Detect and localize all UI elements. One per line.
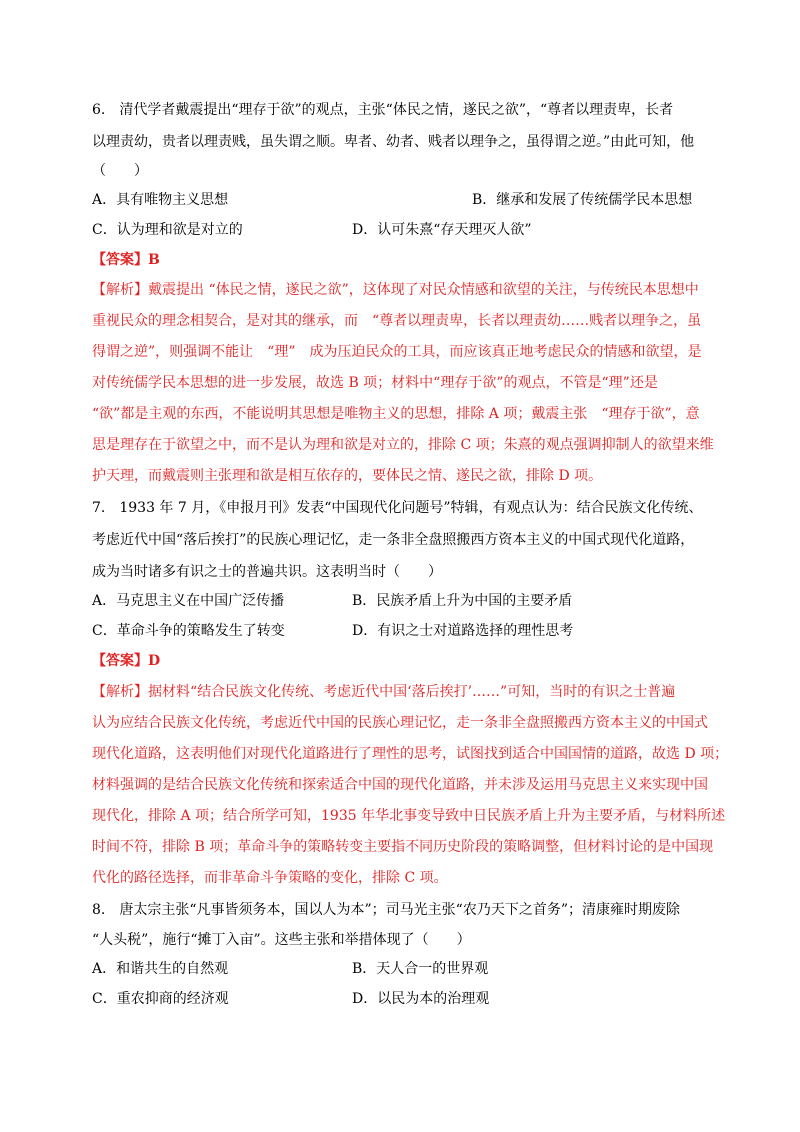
q8-option-c: C．重农抑商的经济观 [92, 991, 229, 1007]
q6-analysis-line-1: 【解析】戴震提出 “体民之情，遂民之欲”，这体现了对民众情感和欲望的关注，与传统民本思想中 [92, 282, 699, 298]
q8-stem-line-1: 8. 唐太宗主张“凡事皆须务本，国以人为本”；司马光主张“农乃天下之首务”；清康雍时期废除 [92, 902, 680, 918]
q6-analysis-line-4: 对传统儒学民本思想的进一步发展，故选 B 项；材料中“理存于欲”的观点，不管是“理”还是 [92, 375, 658, 391]
q7-analysis-line-6: 时间不符，排除 B 项；革命斗争的策略转变主要指不同历史阶段的策略调整，但材料讨论的是中国现 [92, 839, 714, 855]
q6-option-b: B．继承和发展了传统儒学民本思想 [472, 192, 693, 208]
q6-stem-line-1: 6. 清代学者戴震提出“理存于欲”的观点，主张“体民之情，遂民之欲”，“尊者以理责卑，长者 [92, 102, 674, 118]
q6-stem-line-2: 以理责幼，贵者以理责贱，虽失谓之顺。卑者、幼者、贱者以理争之，虽得谓之逆。”由此可知，他 [92, 134, 695, 150]
q7-option-a: A．马克思主义在中国广泛传播 [92, 593, 285, 609]
q6-analysis-line-2: 重视民众的理念相契合，是对其的继承，而 “尊者以理责卑，长者以理责幼……贱者以理争之，虽 [92, 313, 702, 329]
q7-analysis-line-7: 代化的路径选择，而非革命斗争策略的变化，排除 C 项。 [92, 870, 448, 886]
q7-analysis-line-3: 现代化道路，这表明他们对现代化道路进行了理性的思考，试图找到适合中国国情的道路，故选 D 项； [92, 746, 729, 762]
q7-option-b: B．民族矛盾上升为中国的主要矛盾 [352, 593, 573, 609]
q8-option-b: B．天人合一的世界观 [352, 961, 489, 977]
q8-option-d: D．以民为本的治理观 [352, 991, 490, 1007]
q6-analysis-line-3: 得谓之逆”，则强调不能让 “理” 成为压迫民众的工具，而应该真正地考虑民众的情感和欲望，是 [92, 344, 702, 360]
q7-analysis-line-4: 材料强调的是结合民族文化传统和探索适合中国的现代化道路，并未涉及运用马克思主义来实现中国 [92, 777, 708, 793]
q6-option-c: C．认为理和欲是对立的 [92, 222, 243, 238]
q6-option-d: D．认可朱熹“存天理灭人欲” [352, 222, 532, 238]
q6-analysis-line-7: 护天理，而戴震则主张理和欲是相互依存的，要体民之情、遂民之欲，排除 D 项。 [92, 468, 603, 484]
q7-option-d: D．有识之士对道路选择的理性思考 [352, 623, 574, 639]
q7-analysis-line-5: 现代化，排除 A 项；结合所学可知，1935 年华北事变导致中日民族矛盾上升为主要矛盾，与材料所述 [92, 808, 726, 824]
q6-analysis-line-6: 思是理存在于欲望之中，而不是认为理和欲是对立的，排除 C 项；朱熹的观点强调抑制人的欲望来维 [92, 437, 714, 453]
q6-option-a: A．具有唯物主义思想 [92, 192, 229, 208]
q7-stem-line-1: 7. 1933 年 7 月，《申报月刊》发表“中国现代化问题号”特辑，有观点认为：结合民族文化传统、 [92, 500, 703, 516]
q6-analysis-line-5: “欲”都是主观的东西，不能说明其思想是唯物主义的思想，排除 A 项；戴震主张 “理存于欲”，意 [92, 406, 700, 422]
q7-analysis-line-1: 【解析】据材料“结合民族文化传统、考虑近代中国‘落后挨打’……”可知，当时的有识之士普遍 [92, 684, 676, 700]
q7-analysis-line-2: 认为应结合民族文化传统，考虑近代中国的民族心理记忆，走一条非全盘照搬西方资本主义的中国式 [92, 715, 708, 731]
q6-stem-line-3: （ ） [92, 163, 148, 179]
q7-answer: 【答案】D [92, 653, 161, 669]
q8-option-a: A．和谐共生的自然观 [92, 961, 229, 977]
q6-answer: 【答案】B [92, 252, 160, 268]
q7-option-c: C．革命斗争的策略发生了转变 [92, 623, 285, 639]
q7-stem-line-2: 考虑近代中国“落后挨打”的民族心理记忆，走一条非全盘照搬西方资本主义的中国式现代化道路， [92, 532, 695, 548]
q8-stem-line-2: “人头税”，施行“摊丁入亩”。这些主张和举措体现了（ ） [92, 932, 471, 948]
q7-stem-line-3: 成为当时诸多有识之士的普遍共识。这表明当时（ ） [92, 564, 442, 580]
